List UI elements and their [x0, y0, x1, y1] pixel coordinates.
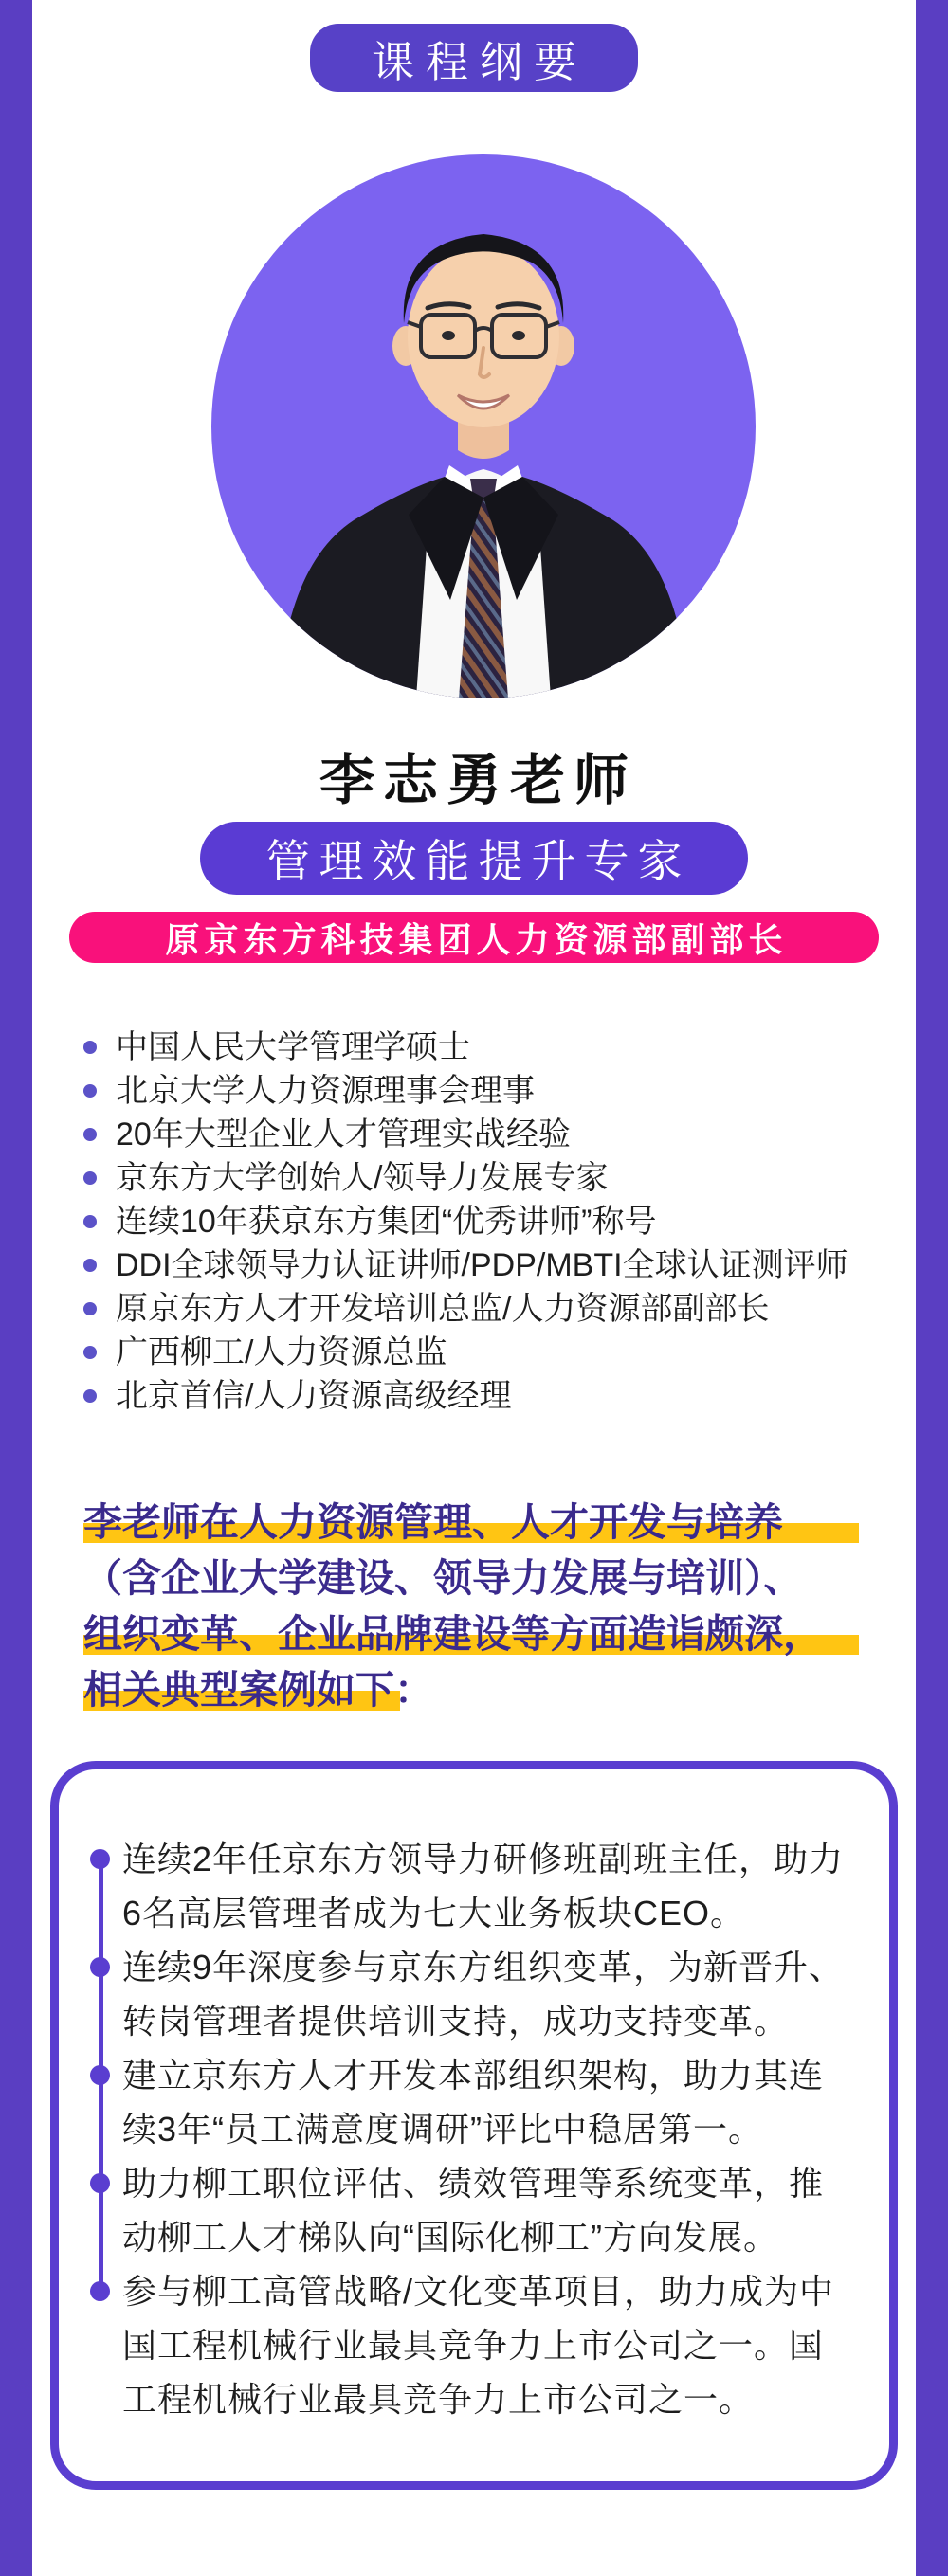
bullet-dot-icon — [83, 1128, 97, 1141]
org-title-label: 原京东方科技集团人力资源部副部长 — [165, 919, 788, 959]
timeline-dot-icon — [90, 2173, 110, 2193]
teacher-portrait-illustration — [211, 154, 756, 698]
credential-text: 中国人民大学管理学硕士 — [116, 1029, 470, 1065]
org-title-banner — [69, 912, 879, 963]
timeline-dot-icon — [90, 2281, 110, 2301]
case-text: 助力柳工职位评估、绩效管理等系统变革，推动柳工人才梯队向“国际化柳工”方向发展。 — [122, 2164, 825, 2257]
case-examples-box — [50, 1761, 898, 2490]
case-text: 建立京东方人才开发本部组织架构，助力其连续3年“员工满意度调研”评比中稳居第一。 — [122, 2056, 825, 2149]
credential-text: 连续10年获京东方集团“优秀讲师”称号 — [116, 1204, 657, 1240]
bullet-dot-icon — [83, 1041, 97, 1054]
intro-line: （含企业大学建设、领导力发展与培训）、 — [83, 1556, 803, 1600]
case-item — [122, 2156, 854, 2264]
case-item — [122, 2264, 854, 2426]
credential-item — [83, 1331, 899, 1374]
credential-text: 广西柳工/人力资源总监 — [116, 1334, 447, 1370]
credential-text: 原京东方人才开发培训总监/人力资源部副部长 — [116, 1291, 770, 1327]
credential-item — [83, 1287, 899, 1331]
credential-text: 京东方大学创始人/领导力发展专家 — [116, 1160, 609, 1196]
case-item — [122, 2048, 854, 2156]
credential-item — [83, 1025, 899, 1069]
intro-line-highlighted: 组织变革、企业品牌建设等方面造诣颇深， — [83, 1606, 872, 1662]
bullet-dot-icon — [83, 1389, 97, 1403]
case-item — [122, 1940, 854, 2048]
credential-item — [83, 1374, 899, 1418]
timeline-dot-icon — [90, 1849, 110, 1869]
teacher-name: 李志勇老师 — [319, 750, 637, 811]
timeline-dot-icon — [90, 2065, 110, 2085]
course-outline-badge — [310, 24, 638, 92]
credentials-list — [83, 1025, 899, 1418]
left-purple-bar — [0, 0, 32, 2576]
credential-text: 20年大型企业人才管理实战经验 — [116, 1116, 571, 1152]
role-tag-pill — [200, 822, 748, 895]
case-text: 连续2年任京东方领导力研修班副班主任，助力6名高层管理者成为七大业务板块CEO。 — [122, 1840, 845, 1932]
case-list — [122, 1832, 854, 2426]
credential-item — [83, 1113, 899, 1156]
credential-item — [83, 1243, 899, 1287]
right-purple-bar — [916, 0, 948, 2576]
intro-paragraph — [83, 1495, 872, 1718]
case-item — [122, 1832, 854, 1940]
credential-text: 北京首信/人力资源高级经理 — [116, 1378, 512, 1414]
role-tag-label: 管理效能提升专家 — [265, 836, 691, 886]
bullet-dot-icon — [83, 1302, 97, 1315]
credential-text: 北京大学人力资源理事会理事 — [116, 1073, 535, 1109]
credential-item — [83, 1156, 899, 1200]
teacher-photo — [211, 154, 756, 698]
bullet-dot-icon — [83, 1259, 97, 1272]
credential-text: DDI全球领导力认证讲师/PDP/MBTI全球认证测评师 — [116, 1247, 848, 1283]
bullet-dot-icon — [83, 1084, 97, 1098]
intro-line-highlighted: 相关典型案例如下： — [83, 1662, 872, 1718]
case-text: 连续9年深度参与京东方组织变革，为新晋升、转岗管理者提供培训支持，成功支持变革。 — [122, 1948, 845, 2041]
bullet-dot-icon — [83, 1215, 97, 1228]
course-outline-badge-label: 课程纲要 — [371, 37, 588, 86]
timeline-dot-icon — [90, 1957, 110, 1977]
bullet-dot-icon — [83, 1171, 97, 1185]
credential-item — [83, 1069, 899, 1113]
credential-item — [83, 1200, 899, 1243]
bullet-dot-icon — [83, 1346, 97, 1359]
intro-line-highlighted: 李老师在人力资源管理、人才开发与培养 — [83, 1495, 872, 1551]
case-text: 参与柳工高管战略/文化变革项目，助力成为中国工程机械行业最具竞争力上市公司之一。国工程机械行业最具竞争力上市公司之一。 — [122, 2272, 835, 2419]
